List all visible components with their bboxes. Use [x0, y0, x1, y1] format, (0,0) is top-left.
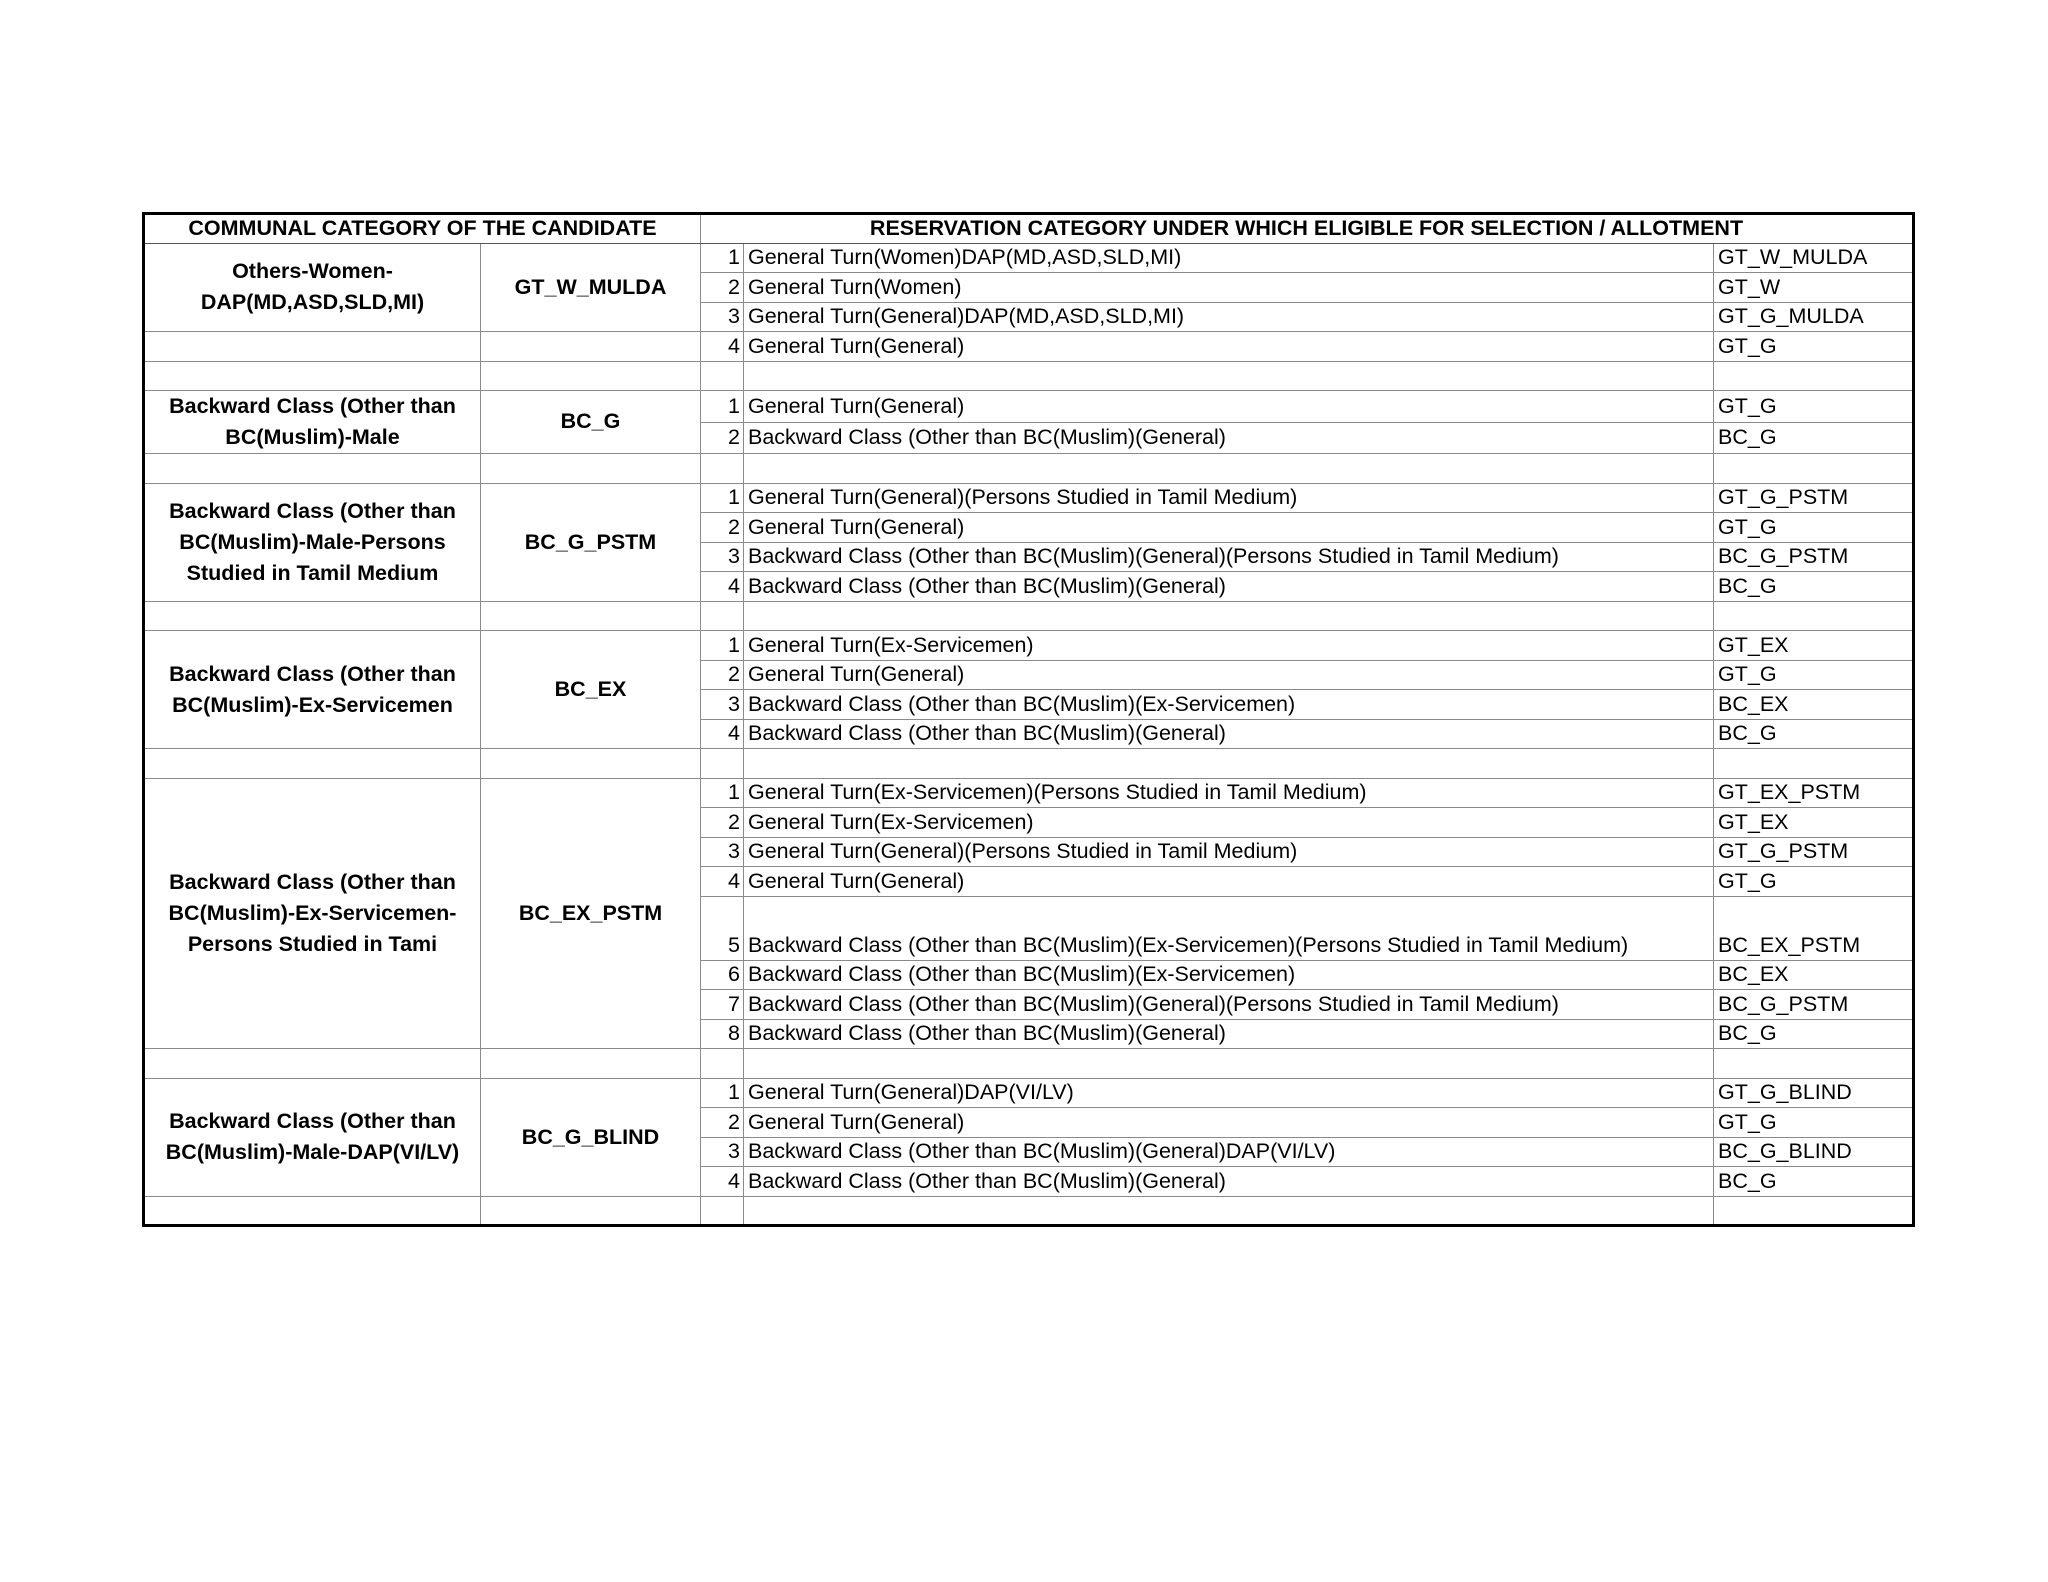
option-number: 2 [701, 273, 744, 303]
empty-cell [744, 749, 1714, 779]
empty-cell [481, 332, 701, 362]
option-description: Backward Class (Other than BC(Muslim)(General) [744, 1019, 1714, 1049]
empty-cell [1714, 1196, 1914, 1226]
spacer-row [144, 454, 1914, 484]
empty-cell [701, 1196, 744, 1226]
option-description: Backward Class (Other than BC(Muslim)(Ex-Servicemen) [744, 960, 1714, 990]
option-number: 6 [701, 960, 744, 990]
option-description: Backward Class (Other than BC(Muslim)(General) [744, 1167, 1714, 1197]
option-code: BC_EX_PSTM [1714, 896, 1914, 960]
empty-cell [701, 749, 744, 779]
option-description: General Turn(General) [744, 513, 1714, 543]
option-code: BC_G [1714, 572, 1914, 602]
option-description: General Turn(General) [744, 867, 1714, 897]
option-description: General Turn(General)DAP(MD,ASD,SLD,MI) [744, 302, 1714, 332]
option-code: GT_W [1714, 273, 1914, 303]
option-code: BC_EX [1714, 960, 1914, 990]
empty-cell [701, 454, 744, 484]
option-description: Backward Class (Other than BC(Muslim)(Ex-Servicemen)(Persons Studied in Tamil Medium) [744, 896, 1714, 960]
option-description: Backward Class (Other than BC(Muslim)(General) [744, 719, 1714, 749]
empty-cell [144, 361, 481, 391]
option-number: 4 [701, 332, 744, 362]
empty-cell [144, 454, 481, 484]
communal-category: Backward Class (Other than BC(Muslim)-Ex-Servicemen-Persons Studied in Tami [144, 778, 481, 1049]
spacer-row [144, 1196, 1914, 1226]
option-description: General Turn(Women)DAP(MD,ASD,SLD,MI) [744, 243, 1714, 273]
option-description: Backward Class (Other than BC(Muslim)(General) [744, 422, 1714, 454]
empty-cell [481, 1049, 701, 1079]
option-number: 7 [701, 990, 744, 1020]
table-row [144, 631, 1914, 661]
option-description: General Turn(General)DAP(VI/LV) [744, 1078, 1714, 1108]
empty-cell [744, 361, 1714, 391]
empty-cell [144, 1049, 481, 1079]
option-code: GT_W_MULDA [1714, 243, 1914, 273]
category-code: GT_W_MULDA [481, 243, 701, 332]
option-description: Backward Class (Other than BC(Muslim)(General)(Persons Studied in Tamil Medium) [744, 542, 1714, 572]
option-number: 3 [701, 542, 744, 572]
empty-cell [744, 454, 1714, 484]
empty-cell [144, 1196, 481, 1226]
option-number: 1 [701, 778, 744, 808]
option-number: 8 [701, 1019, 744, 1049]
option-number: 1 [701, 631, 744, 661]
option-code: GT_G [1714, 1108, 1914, 1138]
communal-category: Backward Class (Other than BC(Muslim)-Male [144, 391, 481, 454]
option-code: GT_G [1714, 867, 1914, 897]
table-row [144, 778, 1914, 808]
option-code: GT_G [1714, 391, 1914, 423]
empty-cell [1714, 454, 1914, 484]
empty-cell [744, 601, 1714, 631]
category-code: BC_EX_PSTM [481, 778, 701, 1049]
option-number: 4 [701, 719, 744, 749]
option-description: General Turn(General) [744, 1108, 1714, 1138]
option-code: BC_G_PSTM [1714, 542, 1914, 572]
spacer-row [144, 1049, 1914, 1079]
option-number: 1 [701, 1078, 744, 1108]
option-number: 3 [701, 837, 744, 867]
option-code: GT_G_PSTM [1714, 483, 1914, 513]
option-description: General Turn(General)(Persons Studied in Tamil Medium) [744, 837, 1714, 867]
empty-cell [481, 454, 701, 484]
option-code: GT_G_PSTM [1714, 837, 1914, 867]
option-description: General Turn(General) [744, 391, 1714, 423]
option-description: General Turn(General) [744, 332, 1714, 362]
option-number: 3 [701, 1137, 744, 1167]
option-number: 1 [701, 391, 744, 423]
empty-cell [481, 361, 701, 391]
empty-cell [481, 749, 701, 779]
option-code: GT_G_BLIND [1714, 1078, 1914, 1108]
reservation-category-table [142, 212, 1915, 1227]
option-code: BC_G [1714, 1167, 1914, 1197]
option-number: 1 [701, 483, 744, 513]
empty-cell [1714, 601, 1914, 631]
option-number: 3 [701, 690, 744, 720]
category-code: BC_EX [481, 631, 701, 749]
option-number: 3 [701, 302, 744, 332]
communal-category-header: COMMUNAL CATEGORY OF THE CANDIDATE [144, 214, 701, 244]
empty-cell [1714, 1049, 1914, 1079]
option-description: Backward Class (Other than BC(Muslim)(General)DAP(VI/LV) [744, 1137, 1714, 1167]
option-number: 4 [701, 1167, 744, 1197]
option-description: Backward Class (Other than BC(Muslim)(Ex-Servicemen) [744, 690, 1714, 720]
category-code: BC_G_BLIND [481, 1078, 701, 1196]
option-code: BC_G_PSTM [1714, 990, 1914, 1020]
option-description: Backward Class (Other than BC(Muslim)(General)(Persons Studied in Tamil Medium) [744, 990, 1714, 1020]
option-number: 4 [701, 867, 744, 897]
option-description: General Turn(Women) [744, 273, 1714, 303]
spacer-row [144, 749, 1914, 779]
option-code: GT_G_MULDA [1714, 302, 1914, 332]
option-number: 2 [701, 808, 744, 838]
option-code: GT_G [1714, 660, 1914, 690]
option-description: General Turn(General)(Persons Studied in Tamil Medium) [744, 483, 1714, 513]
empty-cell [701, 361, 744, 391]
option-number: 2 [701, 513, 744, 543]
empty-cell [144, 601, 481, 631]
option-code: BC_G [1714, 422, 1914, 454]
option-code: GT_EX [1714, 808, 1914, 838]
table-row [144, 391, 1914, 423]
option-code: GT_EX [1714, 631, 1914, 661]
empty-cell [144, 332, 481, 362]
option-number: 5 [701, 896, 744, 960]
empty-cell [744, 1196, 1714, 1226]
category-code: BC_G_PSTM [481, 483, 701, 601]
empty-cell [1714, 361, 1914, 391]
option-code: BC_EX [1714, 690, 1914, 720]
option-number: 4 [701, 572, 744, 602]
option-number: 2 [701, 1108, 744, 1138]
spacer-row [144, 361, 1914, 391]
option-description: General Turn(Ex-Servicemen) [744, 808, 1714, 838]
empty-cell [481, 1196, 701, 1226]
option-code: BC_G [1714, 719, 1914, 749]
option-code: GT_G [1714, 332, 1914, 362]
empty-cell [701, 601, 744, 631]
empty-cell [144, 749, 481, 779]
reservation-category-header: RESERVATION CATEGORY UNDER WHICH ELIGIBLE FOR SELECTION / ALLOTMENT [701, 214, 1914, 244]
empty-cell [1714, 749, 1914, 779]
communal-category: Backward Class (Other than BC(Muslim)-Male-DAP(VI/LV) [144, 1078, 481, 1196]
option-number: 1 [701, 243, 744, 273]
option-number: 2 [701, 422, 744, 454]
option-number: 2 [701, 660, 744, 690]
category-code: BC_G [481, 391, 701, 454]
communal-category: Backward Class (Other than BC(Muslim)-Male-Persons Studied in Tamil Medium [144, 483, 481, 601]
empty-cell [481, 601, 701, 631]
option-description: General Turn(Ex-Servicemen)(Persons Studied in Tamil Medium) [744, 778, 1714, 808]
option-code: GT_G [1714, 513, 1914, 543]
option-description: General Turn(Ex-Servicemen) [744, 631, 1714, 661]
header-row [144, 214, 1914, 244]
table-row [144, 483, 1914, 513]
empty-cell [701, 1049, 744, 1079]
option-description: General Turn(General) [744, 660, 1714, 690]
communal-category: Others-Women-DAP(MD,ASD,SLD,MI) [144, 243, 481, 332]
option-description: Backward Class (Other than BC(Muslim)(General) [744, 572, 1714, 602]
option-code: BC_G [1714, 1019, 1914, 1049]
table-row [144, 1078, 1914, 1108]
table-row [144, 243, 1914, 273]
communal-category: Backward Class (Other than BC(Muslim)-Ex-Servicemen [144, 631, 481, 749]
empty-cell [744, 1049, 1714, 1079]
option-code: GT_EX_PSTM [1714, 778, 1914, 808]
spacer-row [144, 601, 1914, 631]
option-code: BC_G_BLIND [1714, 1137, 1914, 1167]
table-row [144, 332, 1914, 362]
